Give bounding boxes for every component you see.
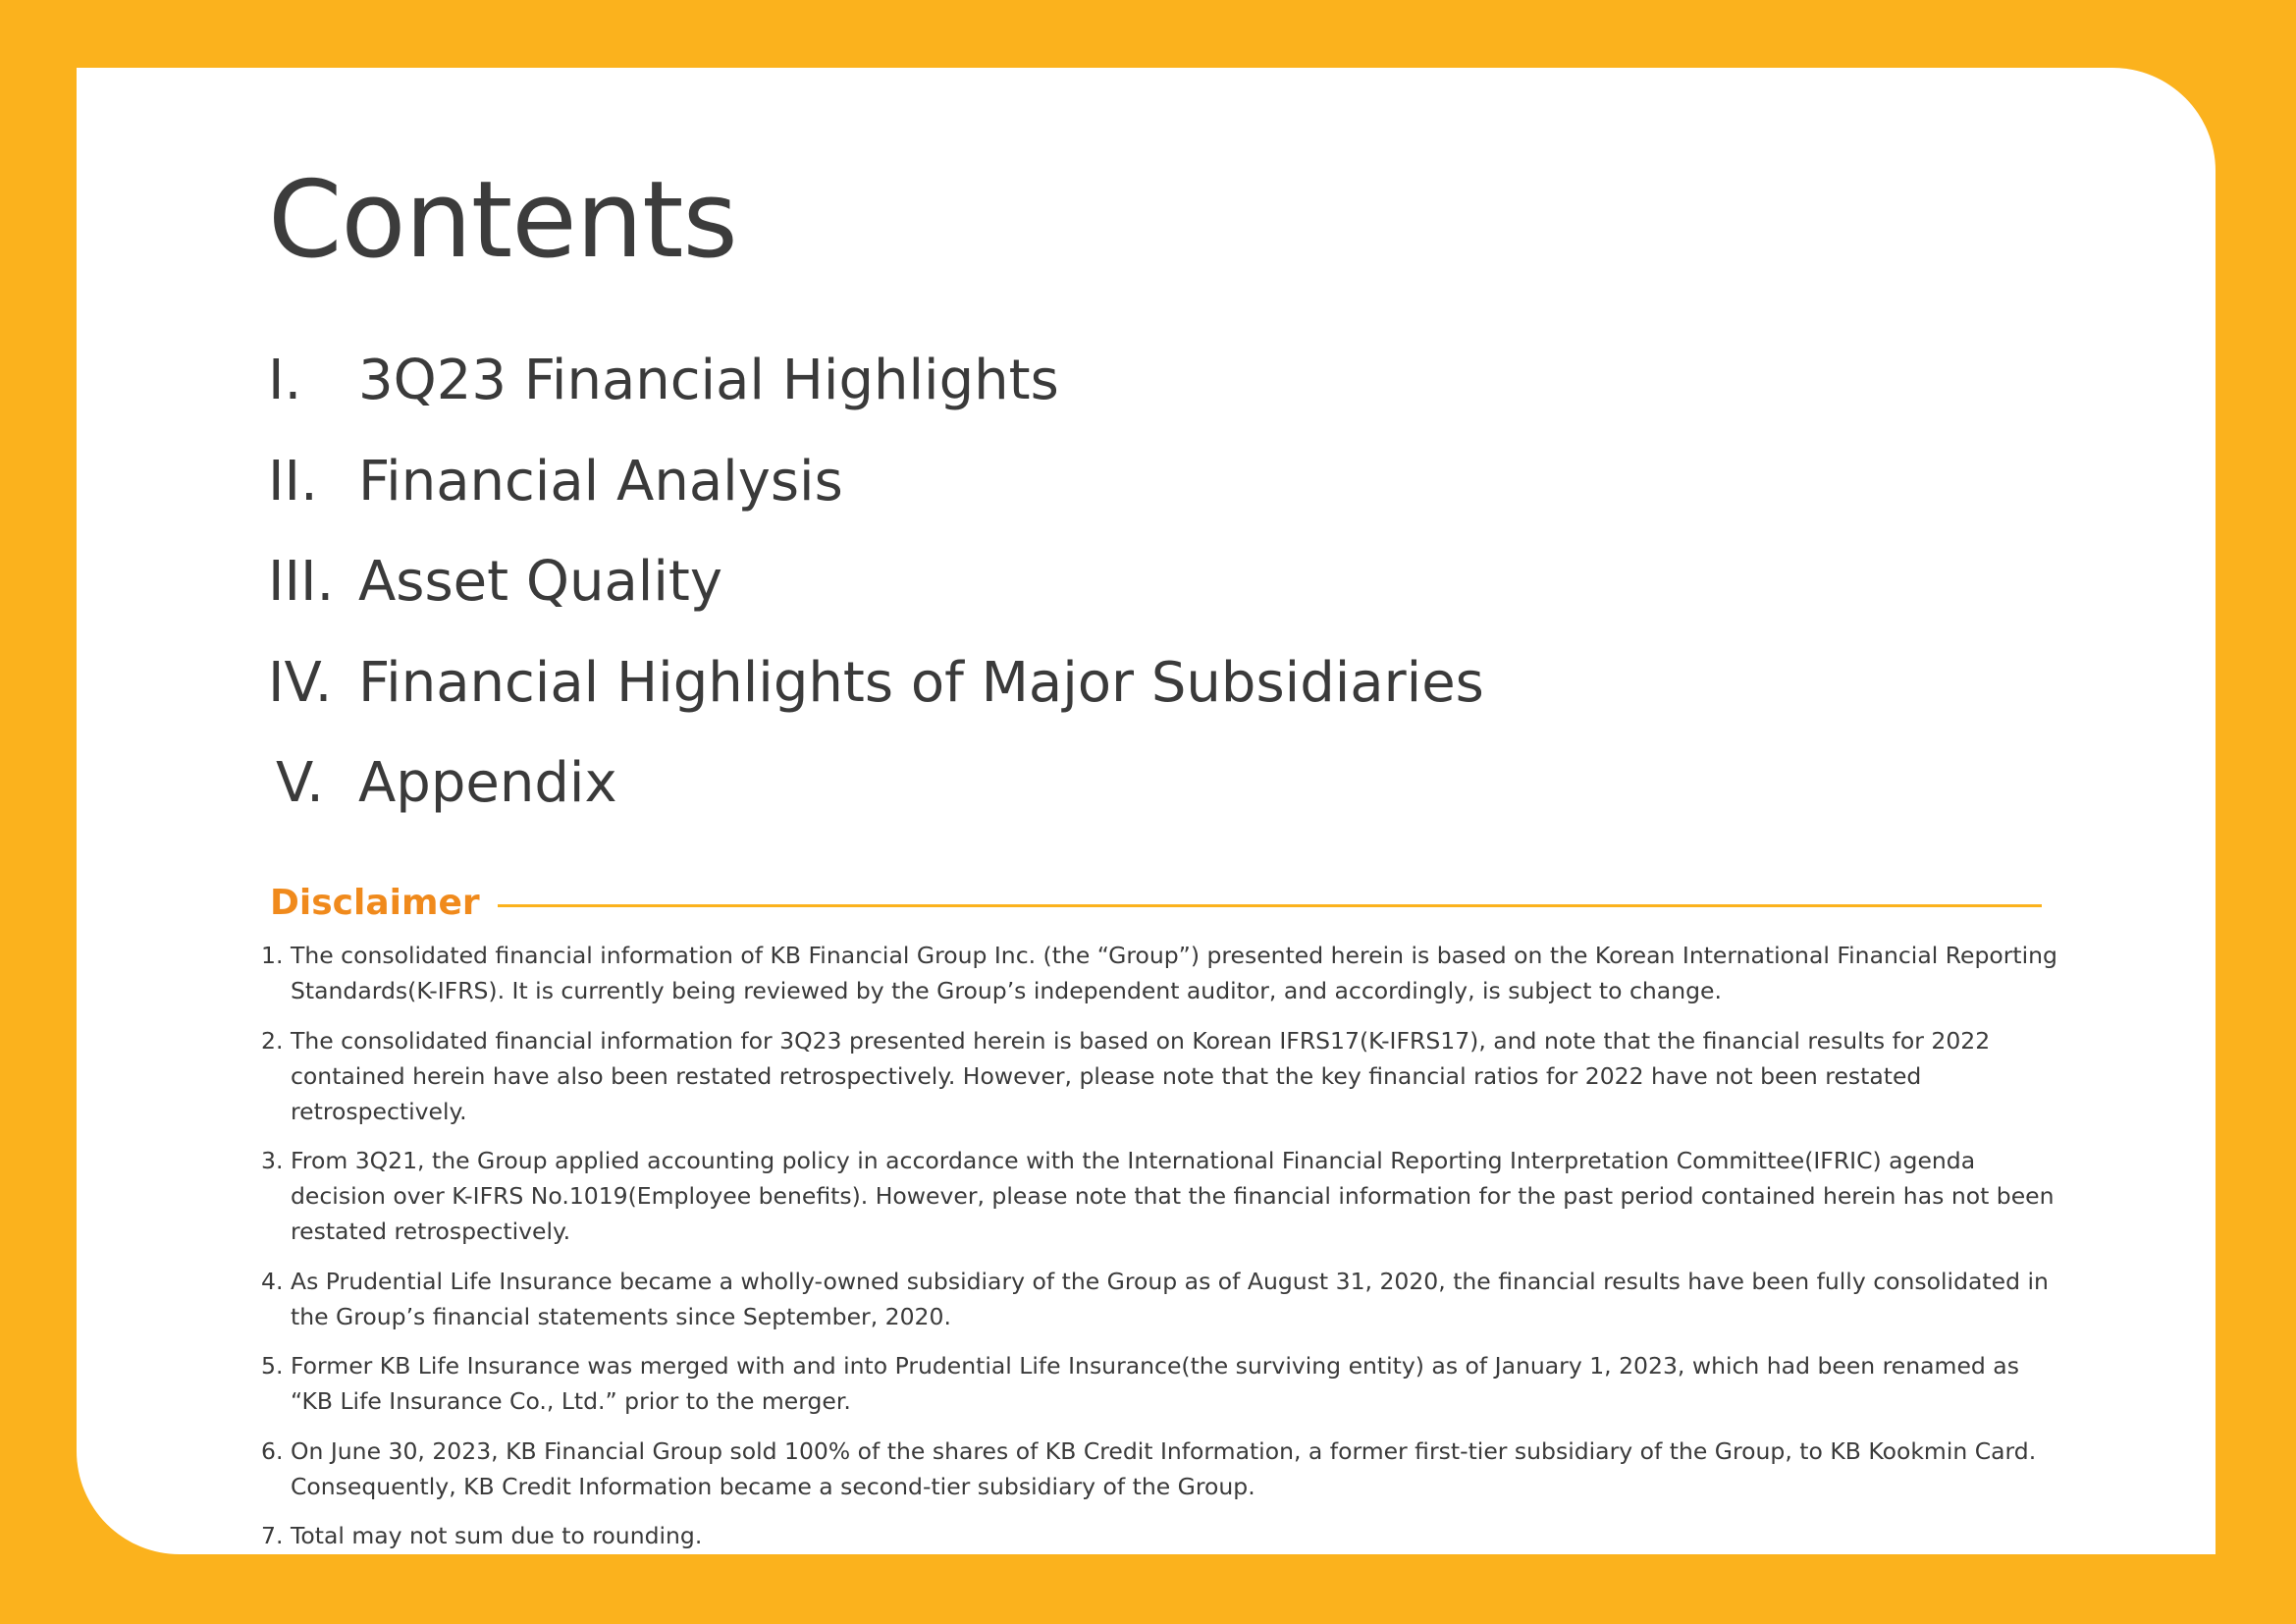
disclaimer-item bbox=[261, 1518, 2067, 1553]
disclaimer-item-text: Former KB Life Insurance was merged with and into Prudential Life Insurance(the surviving entity) as of January 1, 2023, which had been renamed as “KB Life Insurance Co., Ltd.” prior to the merger. bbox=[291, 1352, 2019, 1415]
toc-item-1[interactable] bbox=[268, 344, 1937, 445]
disclaimer-item-text: Total may not sum due to rounding. bbox=[291, 1522, 703, 1549]
toc-item-number: II. bbox=[268, 449, 318, 514]
disclaimer-item-number: 3. bbox=[261, 1147, 284, 1174]
page-title: Contents bbox=[268, 159, 737, 282]
disclaimer-item bbox=[261, 1348, 2067, 1419]
disclaimer-item-text: The consolidated financial information for 3Q23 presented herein is based on Korean IFRS17(K-IFRS17), and note that the financial results for 2022 contained herein have also been restated retrospectively. However, please note that the key financial ratios for 2022 have not been restated retrospectively. bbox=[291, 1026, 1991, 1125]
disclaimer-title: Disclaimer bbox=[270, 883, 480, 923]
toc-item-5[interactable] bbox=[268, 746, 1937, 847]
table-of-contents bbox=[268, 344, 1937, 847]
disclaimer-item bbox=[261, 1023, 2067, 1129]
disclaimer-list bbox=[261, 938, 2067, 1568]
toc-item-4[interactable] bbox=[268, 646, 1937, 747]
toc-item-number: V. bbox=[276, 751, 324, 815]
toc-item-label: Financial Analysis bbox=[358, 449, 843, 514]
disclaimer-item-number: 2. bbox=[261, 1026, 284, 1055]
disclaimer-item-number: 1. bbox=[261, 942, 284, 969]
disclaimer-item-text: As Prudential Life Insurance became a wholly-owned subsidiary of the Group as of August 31, 2020, the financial results have been fully consolidated in the Group’s financial statements since September, 2020. bbox=[291, 1267, 2049, 1330]
toc-item-3[interactable] bbox=[268, 545, 1937, 646]
toc-item-number: III. bbox=[268, 550, 335, 614]
disclaimer-item-number: 6. bbox=[261, 1436, 284, 1465]
toc-item-2[interactable] bbox=[268, 445, 1937, 546]
disclaimer-item bbox=[261, 938, 2067, 1008]
disclaimer-item bbox=[261, 1264, 2067, 1334]
toc-item-number: I. bbox=[268, 349, 302, 412]
toc-item-label: Appendix bbox=[358, 751, 617, 815]
disclaimer-item-text: From 3Q21, the Group applied accounting policy in accordance with the International Financial Reporting Interpretation Committee(IFRIC) agenda decision over K-IFRS No.1019(Employee benefits). However, please note that the financial information for the past period contained herein has not been restated retrospectively. bbox=[291, 1147, 2055, 1245]
toc-item-label: Financial Highlights of Major Subsidiaries bbox=[358, 650, 1484, 715]
disclaimer-item bbox=[261, 1434, 2067, 1504]
disclaimer-divider bbox=[498, 904, 2042, 907]
disclaimer-item-number: 5. bbox=[261, 1352, 284, 1380]
disclaimer-item-text: On June 30, 2023, KB Financial Group sold 100% of the shares of KB Credit Information, a former first-tier subsidiary of the Group, to KB Kookmin Card. Consequently, KB Credit Information became a second-tier subsidiary of the Group. bbox=[291, 1436, 2037, 1500]
disclaimer-item bbox=[261, 1143, 2067, 1249]
toc-item-label: 3Q23 Financial Highlights bbox=[358, 349, 1059, 412]
toc-item-number: IV. bbox=[268, 650, 333, 715]
disclaimer-item-number: 4. bbox=[261, 1267, 284, 1295]
disclaimer-item-number: 7. bbox=[261, 1522, 284, 1549]
toc-item-label: Asset Quality bbox=[358, 550, 722, 614]
disclaimer-header bbox=[270, 876, 2042, 931]
disclaimer-item-text: The consolidated financial information of KB Financial Group Inc. (the “Group”) presented herein is based on the Korean International Financial Reporting Standards(K-IFRS). It is currently being reviewed by the Group’s independent auditor, and accordingly, is subject to change. bbox=[291, 942, 2057, 1004]
